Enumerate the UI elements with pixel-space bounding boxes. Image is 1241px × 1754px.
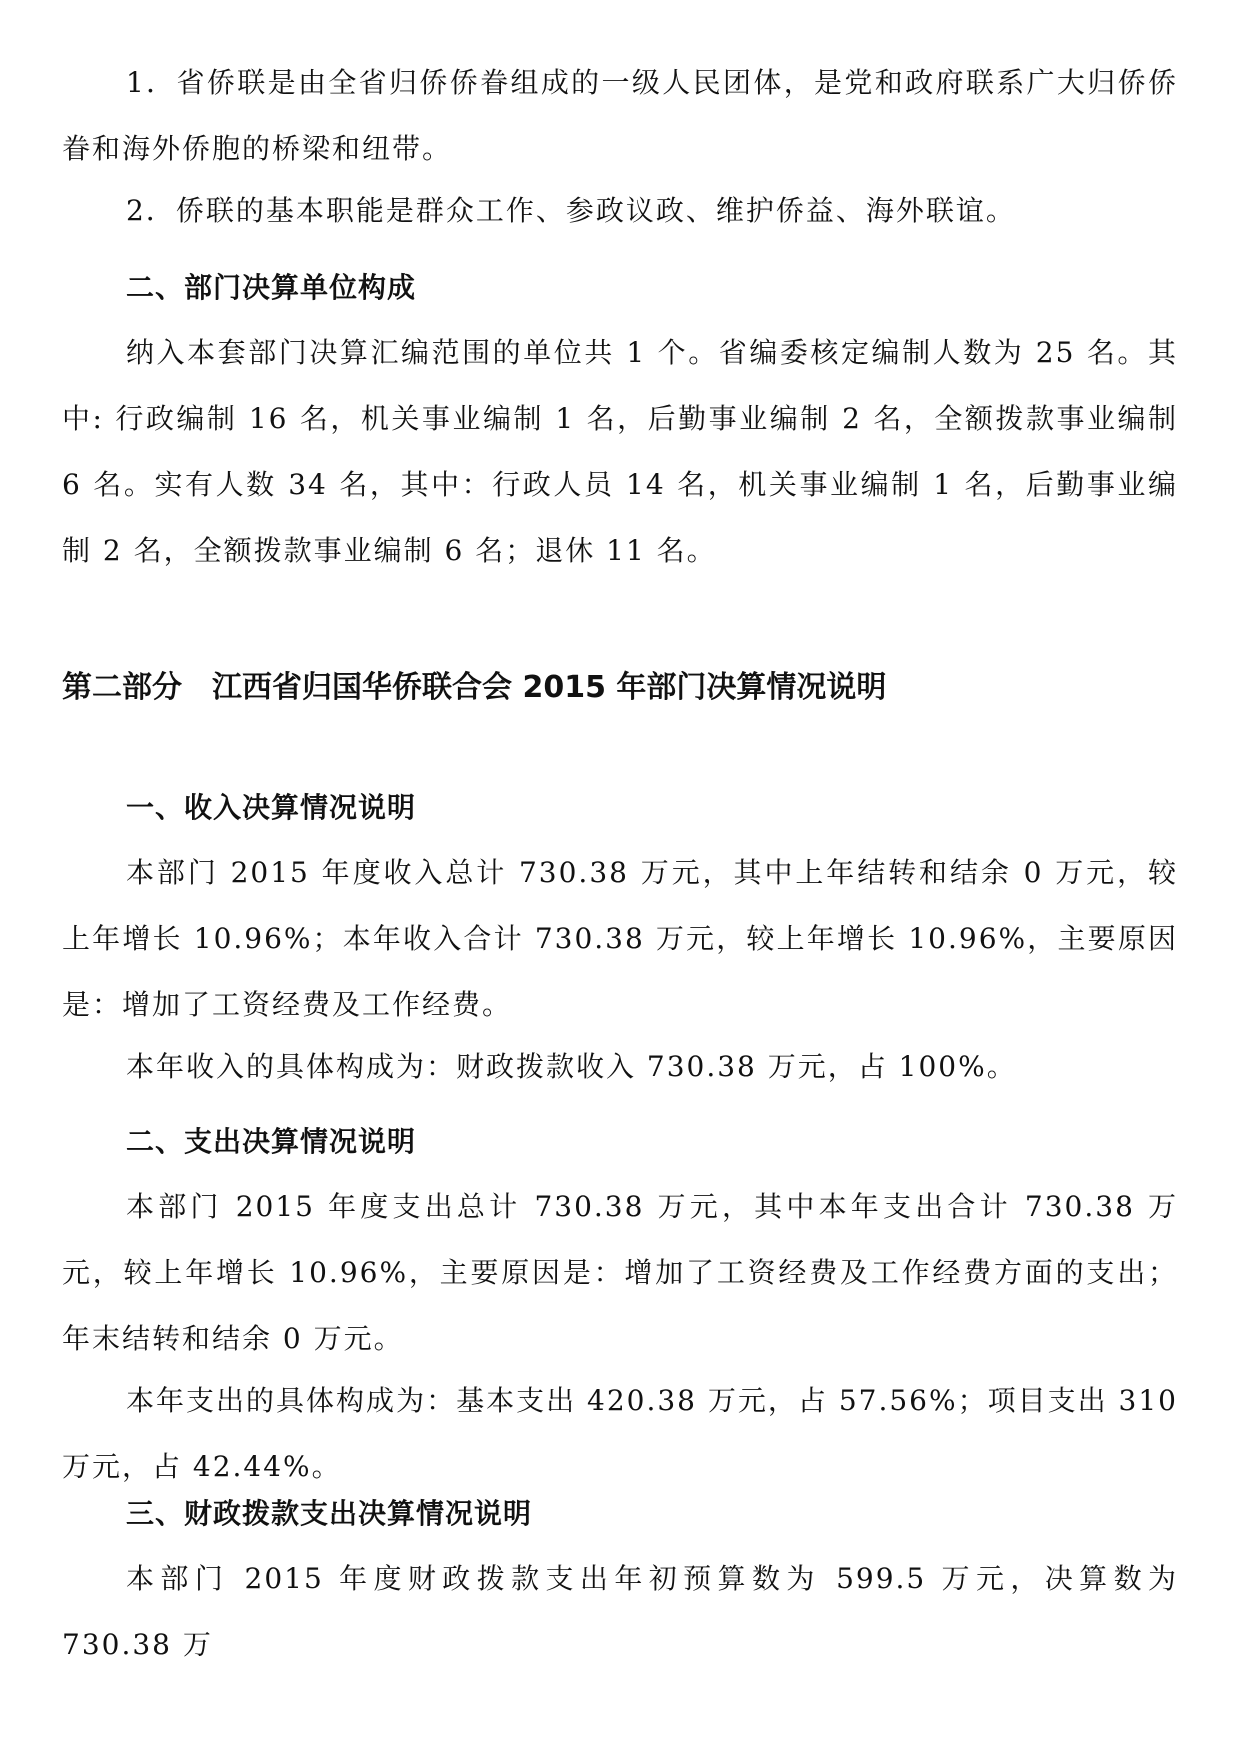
section-heading-expense: 二、支出决算情况说明 [126,1125,417,1158]
section-heading-fiscal: 三、财政拨款支出决算情况说明 [126,1497,533,1530]
paragraph-expense-1: 本部门 2015 年度支出总计 730.38 万元，其中本年支出合计 730.38 万元，较上年增长 10.96%，主要原因是：增加了工资经费及工作经费方面的支出；年末结转和结余 0 万元。 [62,1190,1178,1355]
section-heading-unit: 二、部门决算单位构成 [126,271,417,304]
paragraph-fiscal-1: 本部门 2015 年度财政拨款支出年初预算数为 599.5 万元，决算数为 730.38 万 [62,1562,1178,1661]
paragraph-income-1: 本部门 2015 年度收入总计 730.38 万元，其中上年结转和结余 0 万元，较上年增长 10.96%；本年收入合计 730.38 万元，较上年增长 10.96%，主要原因是：增加了工资经费及工作经费。 [62,856,1178,1021]
paragraph-function-1: 1．省侨联是由全省归侨侨眷组成的一级人民团体，是党和政府联系广大归侨侨眷和海外侨胞的桥梁和纽带。 [62,66,1178,165]
paragraph-income-2: 本年收入的具体构成为：财政拨款收入 730.38 万元，占 100%。 [126,1050,1017,1083]
part-two-title: 第二部分 江西省归国华侨联合会 2015 年部门决算情况说明 [62,670,887,705]
paragraph-function-2: 2．侨联的基本职能是群众工作、参政议政、维护侨益、海外联谊。 [126,194,1016,227]
section-heading-income: 一、收入决算情况说明 [126,791,417,824]
paragraph-unit-composition: 纳入本套部门决算汇编范围的单位共 1 个。省编委核定编制人数为 25 名。其中: 行政编制 16 名，机关事业编制 1 名，后勤事业编制 2 名，全额拨款事业编制 6 名。实有人数 34 名，其中：行政人员 14 名，机关事业编制 1 名，后勤事业编制 2 名，全额拨款事业编制 6 名；退休 11 名。 [62,336,1178,567]
paragraph-expense-2: 本年支出的具体构成为：基本支出 420.38 万元，占 57.56%；项目支出 310 万元，占 42.44%。 [62,1384,1178,1483]
